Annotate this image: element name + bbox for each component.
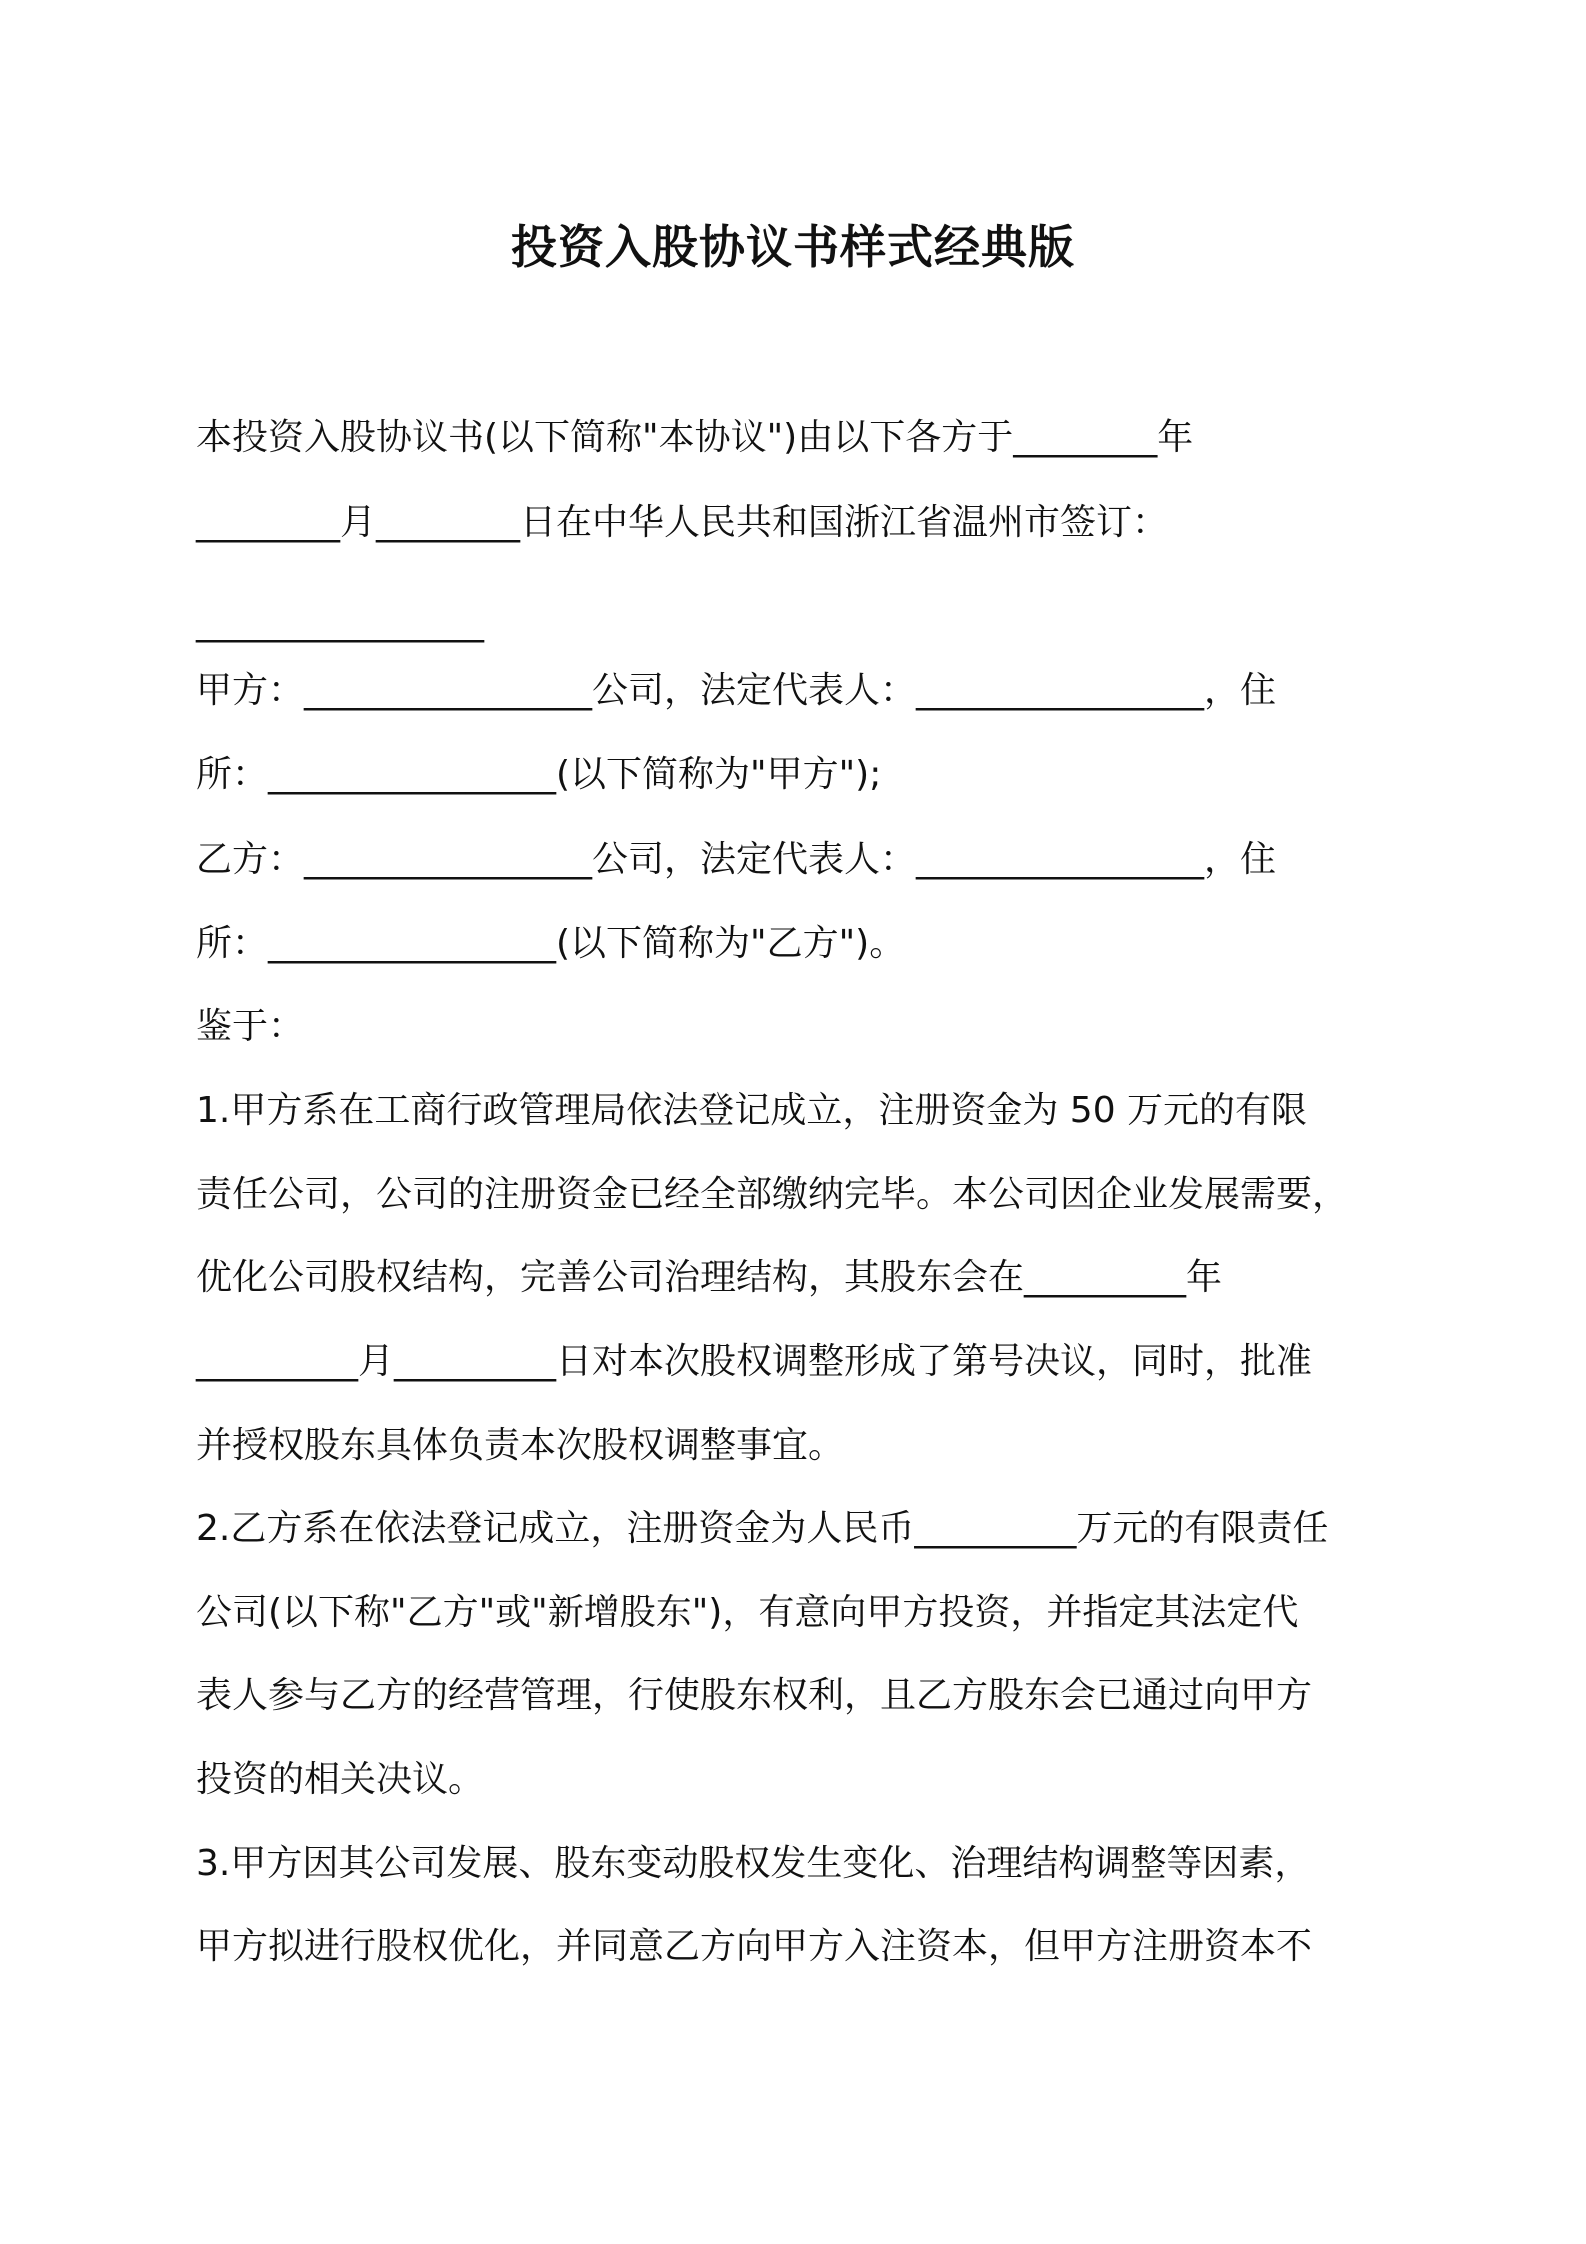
document-title: 投资入股协议书样式经典版 xyxy=(511,220,1075,274)
paragraph-line: 甲方拟进行股权优化，并同意乙方向甲方入注资本，但甲方注册资本不 xyxy=(196,1926,1313,1967)
paragraph-line: 表人参与乙方的经营管理，行使股东权利，且乙方股东会已通过向甲方 xyxy=(196,1675,1313,1716)
paragraph-line: 鉴于： xyxy=(196,1006,305,1047)
paragraph-line: 3.甲方因其公司发展、股东变动股权发生变化、治理结构调整等因素， xyxy=(196,1843,1311,1884)
paragraph-line: 1.甲方系在工商行政管理局依法登记成立，注册资金为 50 万元的有限 xyxy=(196,1090,1308,1131)
paragraph-line: 甲方：________________公司，法定代表人：________________，住 xyxy=(196,670,1277,711)
paragraph-line: _________月_________日对本次股权调整形成了第号决议，同时，批准 xyxy=(196,1341,1313,1382)
paragraph-line: ________________ xyxy=(196,602,484,643)
paragraph-line: ________月________日在中华人民共和国浙江省温州市签订： xyxy=(196,502,1169,543)
paragraph-line: 本投资入股协议书(以下简称"本协议")由以下各方于________年 xyxy=(196,417,1194,458)
paragraph-line: 投资的相关决议。 xyxy=(196,1759,485,1800)
paragraph-line: 2.乙方系在依法登记成立，注册资金为人民币_________万元的有限责任 xyxy=(196,1508,1329,1549)
paragraph-line: 公司(以下称"乙方"或"新增股东")，有意向甲方投资，并指定其法定代 xyxy=(196,1592,1299,1633)
paragraph-line: 责任公司，公司的注册资金已经全部缴纳完毕。本公司因企业发展需要， xyxy=(196,1174,1349,1215)
paragraph-line: 并授权股东具体负责本次股权调整事宜。 xyxy=(196,1425,845,1466)
paragraph-line: 优化公司股权结构，完善公司治理结构，其股东会在_________年 xyxy=(196,1257,1223,1298)
paragraph-line: 所：________________(以下简称为"乙方")。 xyxy=(196,923,906,964)
paragraph-line: 所：________________(以下简称为"甲方"); xyxy=(196,754,882,795)
paragraph-line: 乙方：________________公司，法定代表人：________________，住 xyxy=(196,839,1277,880)
